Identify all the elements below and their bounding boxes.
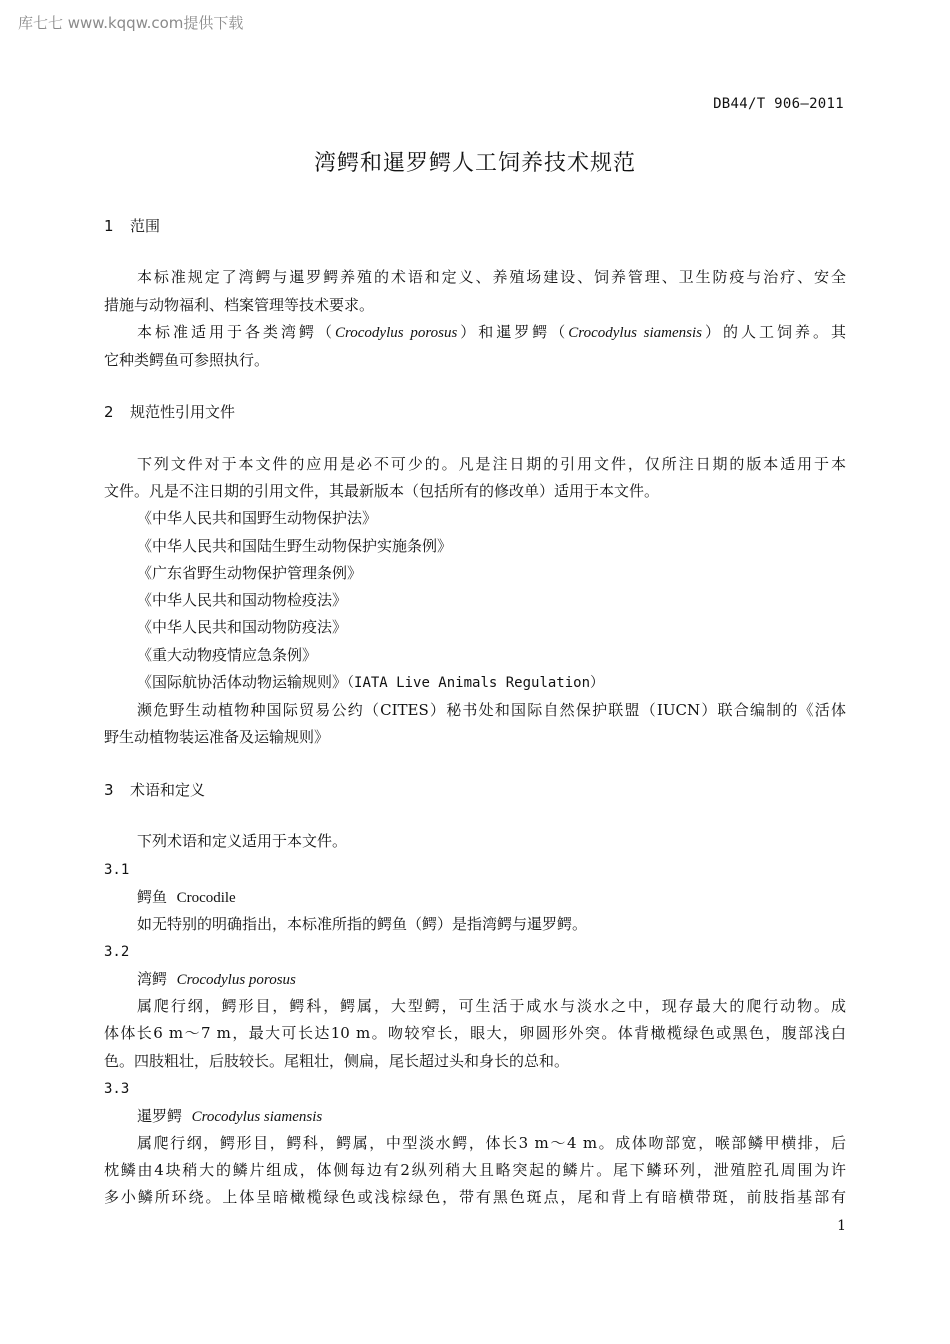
text-span: 本标准适用于各类湾鳄（: [137, 323, 335, 341]
term-number: 3.1: [104, 862, 130, 878]
term-definition: 色。四肢粗壮，后肢较长。尾粗壮，侧扁，尾长超过头和身长的总和。: [104, 1052, 570, 1070]
paragraph-line: 濒危野生动植物种国际贸易公约（CITES）秘书处和国际自然保护联盟（IUCN）联合编制的《活体: [137, 701, 846, 719]
watermark: 库七七 www.kqqw.com提供下载: [18, 14, 244, 32]
latin-name: Crocodylus porosus: [334, 325, 458, 341]
term-chinese: 暹罗鳄: [137, 1107, 183, 1125]
section-title: 规范性引用文件: [130, 403, 236, 421]
section-3-heading: [104, 780, 205, 800]
term-definition: 属爬行纲，鳄形目，鳄科，鳄属，中型淡水鳄，体长3 m～4 m。成体吻部宽，喉部鳞甲横排，后: [137, 1134, 846, 1152]
term-definition: 多小鳞所环绕。上体呈暗橄榄绿色或浅棕绿色，带有黑色斑点，尾和背上有暗横带斑，前肢指基部有: [104, 1188, 846, 1206]
reference-item: 《广东省野生动物保护管理条例》: [137, 564, 363, 582]
section-number: 3: [104, 781, 114, 799]
document-title: 湾鳄和暹罗鳄人工饲养技术规范: [313, 151, 636, 176]
section-number: 2: [104, 403, 114, 421]
term-heading: [137, 969, 296, 990]
standard-code: DB44/T 906—2011: [713, 96, 844, 112]
section-2-heading: [104, 402, 235, 422]
reference-item: [137, 672, 604, 693]
paragraph-line: 它种类鳄鱼可参照执行。: [104, 351, 270, 369]
page-number: 1: [837, 1218, 846, 1234]
term-number: 3.2: [104, 944, 130, 960]
paragraph-line: 下列文件对于本文件的应用是必不可少的。凡是注日期的引用文件，仅所注日期的版本适用于本: [137, 455, 846, 473]
term-definition: 体体长6 m～7 m，最大可长达10 m。吻较窄长，眼大，卵圆形外突。体背橄榄绿色或黑色，腹部浅白: [104, 1024, 846, 1042]
text-span: 《国际航协活体动物运输规则》: [137, 673, 348, 691]
paragraph-line: 本标准规定了湾鳄与暹罗鳄养殖的术语和定义、养殖场建设、饲养管理、卫生防疫与治疗、安全: [137, 268, 846, 286]
paragraph-line: [137, 322, 846, 343]
term-number: 3.3: [104, 1081, 130, 1097]
term-latin: Crocodylus porosus: [176, 972, 296, 988]
term-definition: 如无特别的明确指出，本标准所指的鳄鱼（鳄）是指湾鳄与暹罗鳄。: [137, 915, 588, 933]
paragraph-line: 下列术语和定义适用于本文件。: [137, 832, 348, 850]
section-title: 术语和定义: [130, 781, 206, 799]
reference-item: 《中华人民共和国动物防疫法》: [137, 618, 348, 636]
reference-item: 《中华人民共和国动物检疫法》: [137, 591, 348, 609]
latin-name: Crocodylus siamensis: [568, 325, 702, 341]
term-heading: [137, 887, 236, 908]
reference-item: 《重大动物疫情应急条例》: [137, 646, 318, 664]
term-definition: 枕鳞由4块稍大的鳞片组成，体侧每边有2纵列稍大且略突起的鳞片。尾下鳞环列，泄殖腔孔周围为许: [104, 1161, 846, 1179]
text-span: ）的人工饲养。其: [702, 323, 846, 341]
term-chinese: 湾鳄: [137, 970, 168, 988]
section-title: 范围: [130, 217, 161, 235]
term-chinese: 鳄鱼: [137, 888, 168, 906]
term-latin: Crocodylus siamensis: [191, 1109, 323, 1125]
term-english: Crocodile: [176, 890, 236, 906]
section-1-heading: [104, 216, 160, 236]
paragraph-line: 野生动植物装运准备及运输规则》: [104, 728, 330, 746]
reference-item: 《中华人民共和国野生动物保护法》: [137, 509, 378, 527]
term-heading: [137, 1106, 322, 1127]
text-span: ）和暹罗鳄（: [457, 323, 569, 341]
paragraph-line: 措施与动物福利、档案管理等技术要求。: [104, 296, 375, 314]
section-number: 1: [104, 217, 114, 235]
text-span: （IATA Live Animals Regulation）: [347, 675, 605, 691]
reference-item: 《中华人民共和国陆生野生动物保护实施条例》: [137, 537, 453, 555]
paragraph-line: 文件。凡是不注日期的引用文件，其最新版本（包括所有的修改单）适用于本文件。: [104, 482, 660, 500]
term-definition: 属爬行纲，鳄形目，鳄科，鳄属，大型鳄，可生活于咸水与淡水之中，现存最大的爬行动物。成: [137, 997, 846, 1015]
